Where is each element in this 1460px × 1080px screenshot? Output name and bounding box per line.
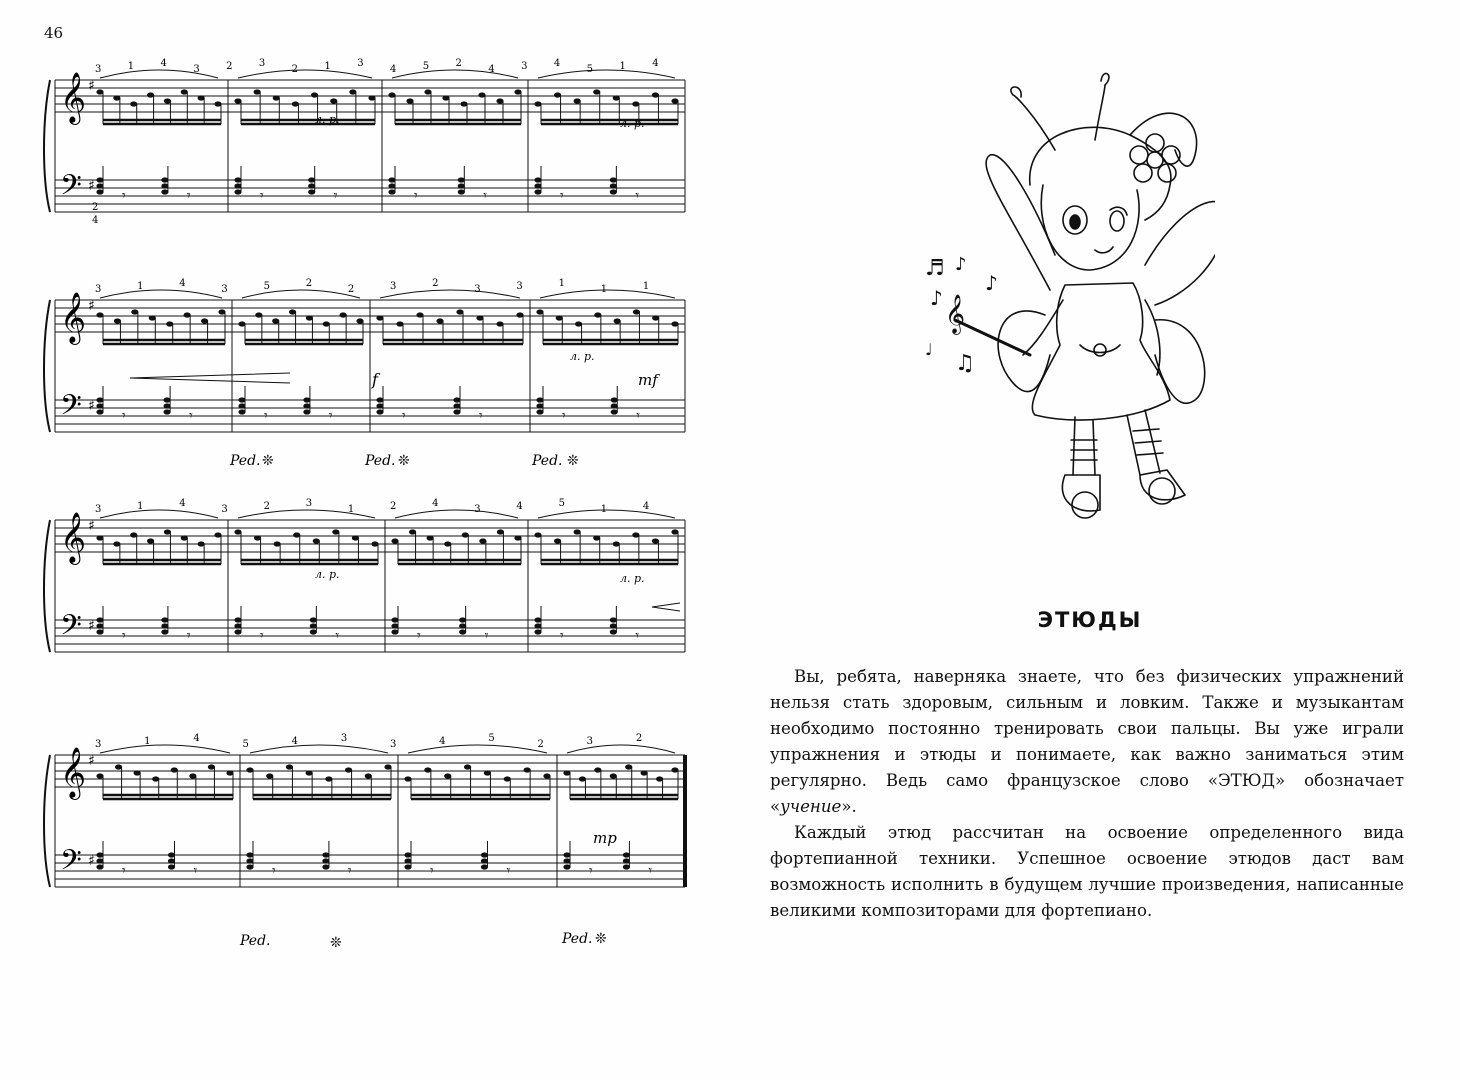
fingering-number: 4 xyxy=(488,64,495,75)
left-hand-marker: л. р. xyxy=(315,568,340,581)
rest-icon: 𝄾 xyxy=(193,863,198,879)
fingering-number: 3 xyxy=(221,284,228,295)
rest-icon: 𝄾 xyxy=(636,408,640,424)
rest-icon: 𝄾 xyxy=(635,188,640,204)
fingering-number: 3 xyxy=(305,498,313,509)
rest-icon: 𝄾 xyxy=(328,408,333,424)
fingering-number: 4 xyxy=(553,58,561,69)
svg-text:♪: ♪ xyxy=(955,254,967,275)
page-number: 46 xyxy=(44,24,64,42)
fingering-number: 4 xyxy=(160,58,167,69)
fingering-number: 1 xyxy=(144,736,151,747)
pedal-release-mark: ❊ xyxy=(330,935,342,951)
bass-clef-icon: 𝄢 xyxy=(60,609,82,649)
rest-icon: 𝄾 xyxy=(333,188,338,204)
fingering-number: 2 xyxy=(455,58,462,69)
fingering-number: 1 xyxy=(127,61,135,72)
key-signature-sharp: ♯ xyxy=(88,853,95,869)
fingering-number: 4 xyxy=(516,501,523,512)
pedal-release-mark: ❊ xyxy=(595,931,607,947)
key-signature-sharp: ♯ xyxy=(88,78,95,94)
pedal-mark: Ped. xyxy=(365,453,396,469)
key-signature-sharp: ♯ xyxy=(88,618,95,634)
fingering-number: 4 xyxy=(179,278,186,289)
fingering-number: 3 xyxy=(474,504,481,515)
rest-icon: 𝄾 xyxy=(589,863,593,879)
crescendo-hairpin xyxy=(130,373,290,383)
fingering-number: 1 xyxy=(600,284,608,295)
fingering-number: 4 xyxy=(439,736,446,747)
fingering-number: 2 xyxy=(305,278,313,289)
rest-icon: 𝄾 xyxy=(484,628,489,644)
crescendo-hairpin xyxy=(652,603,680,611)
paragraph-1 xyxy=(770,664,1404,820)
fingering-number: 4 xyxy=(390,64,397,75)
svg-text:♩: ♩ xyxy=(925,340,933,359)
rest-icon: 𝄾 xyxy=(560,188,564,204)
fingering-number: 3 xyxy=(390,281,397,292)
paragraph-1-emphasis: учение xyxy=(780,797,842,816)
fingering-number: 5 xyxy=(558,498,565,509)
fingering-number: 4 xyxy=(652,58,659,69)
score-system xyxy=(44,58,685,212)
fingering-number: 3 xyxy=(516,281,523,292)
fingering-number: 4 xyxy=(291,736,299,747)
svg-text:♬: ♬ xyxy=(925,256,945,281)
fingering-number: 3 xyxy=(521,61,528,72)
fingering-number: 1 xyxy=(558,278,565,289)
paragraph-1-text: Вы, ребята, наверняка знаете, что без физических упражнений нельзя стать здоровым, сильным и ловким. Также и музыкантам необходимо постоянно тренировать свои пальцы. Вы уже играли упражнения и этюды и понимаете, как важно заниматься этим регулярно. Ведь само французское слово «ЭТЮД» обозначает « xyxy=(770,667,1404,816)
rest-icon: 𝄾 xyxy=(186,628,191,644)
key-signature-sharp: ♯ xyxy=(88,753,95,769)
rest-icon: 𝄾 xyxy=(186,188,191,204)
rest-icon: 𝄾 xyxy=(417,628,421,644)
dynamic-forte: f xyxy=(372,370,378,389)
left-hand-marker: л. р. xyxy=(620,117,645,130)
bass-clef-icon: 𝄢 xyxy=(60,389,82,429)
fingering-number: 3 xyxy=(357,58,364,69)
fingering-number: 4 xyxy=(193,733,200,744)
music-score xyxy=(40,55,700,965)
rest-icon: 𝄾 xyxy=(122,628,126,644)
paragraph-2: Каждый этюд рассчитан на освоение определенного вида фортепианной техники. Успешное освоение этюдов даст вам возможность исполнить в будущем лучшие произведения, написанные великими композиторами для фортепиано. xyxy=(770,823,1404,920)
fingering-number: 3 xyxy=(390,739,397,750)
fingering-number: 1 xyxy=(600,504,608,515)
key-signature-sharp: ♯ xyxy=(88,398,95,414)
fingering-number: 5 xyxy=(263,281,270,292)
fingering-number: 2 xyxy=(347,284,355,295)
treble-clef-icon: 𝄞 xyxy=(60,512,87,563)
dynamic-mezzo-piano: mp xyxy=(593,829,617,847)
fingering-number: 1 xyxy=(642,281,650,292)
left-hand-marker: л. р. xyxy=(315,113,340,126)
fingering-number: 5 xyxy=(488,733,495,744)
fingering-number: 2 xyxy=(291,64,299,75)
fingering-number: 2 xyxy=(432,278,439,289)
score-system xyxy=(44,733,685,887)
fingering-number: 1 xyxy=(137,281,144,292)
rest-icon: 𝄾 xyxy=(483,188,488,204)
rest-icon: 𝄾 xyxy=(414,188,418,204)
rest-icon: 𝄾 xyxy=(635,628,640,644)
article-body xyxy=(770,664,1404,924)
key-signature-sharp: ♯ xyxy=(88,518,95,534)
rest-icon: 𝄾 xyxy=(562,408,566,424)
rest-icon: 𝄾 xyxy=(272,863,276,879)
fingering-number: 1 xyxy=(347,504,355,515)
rest-icon: 𝄾 xyxy=(122,188,126,204)
key-signature-sharp: ♯ xyxy=(88,178,95,194)
fingering-number: 3 xyxy=(586,736,594,747)
fingering-number: 5 xyxy=(422,61,430,72)
rest-icon: 𝄾 xyxy=(560,628,564,644)
fingering-number: 5 xyxy=(586,64,594,75)
rest-icon: 𝄾 xyxy=(189,408,193,424)
fingering-number: 2 xyxy=(263,501,270,512)
rest-icon: 𝄾 xyxy=(122,408,126,424)
rest-icon: 𝄾 xyxy=(260,188,264,204)
left-hand-marker: л. р. xyxy=(620,572,645,585)
rest-icon: 𝄾 xyxy=(479,408,483,424)
score-system xyxy=(44,498,685,652)
bass-clef-icon: 𝄢 xyxy=(60,169,82,209)
pedal-mark: Ped. xyxy=(230,453,261,469)
rest-icon: 𝄾 xyxy=(264,408,268,424)
fingering-number: 3 xyxy=(95,64,102,75)
rest-icon: 𝄾 xyxy=(260,628,264,644)
rest-icon: 𝄾 xyxy=(402,408,406,424)
treble-clef-icon: 𝄞 xyxy=(60,72,87,123)
dynamic-mezzo-forte: mf xyxy=(638,371,658,389)
fairy-illustration xyxy=(905,55,1215,555)
pedal-mark: Ped. xyxy=(240,933,271,949)
fingering-number: 3 xyxy=(193,64,200,75)
svg-text:♪: ♪ xyxy=(930,286,943,310)
bass-fingering: 2 xyxy=(92,202,99,213)
fingering-number: 4 xyxy=(432,498,439,509)
treble-clef-icon: 𝄞 xyxy=(60,292,87,343)
article-title: ЭТЮДЫ xyxy=(1037,608,1143,632)
svg-text:𝄞: 𝄞 xyxy=(945,294,966,334)
pedal-mark: Ped. xyxy=(532,453,563,469)
treble-clef-icon: 𝄞 xyxy=(60,747,87,798)
fingering-number: 2 xyxy=(390,501,397,512)
fingering-number: 3 xyxy=(95,284,102,295)
fingering-number: 2 xyxy=(226,61,233,72)
fingering-number: 3 xyxy=(95,739,102,750)
fingering-number: 1 xyxy=(137,501,144,512)
pedal-release-mark: ❊ xyxy=(567,453,579,469)
rest-icon: 𝄾 xyxy=(122,863,126,879)
fingering-number: 3 xyxy=(340,733,348,744)
fingering-number: 5 xyxy=(242,739,249,750)
fingering-number: 3 xyxy=(258,58,266,69)
rest-icon: 𝄾 xyxy=(648,863,653,879)
fingering-number: 3 xyxy=(474,284,481,295)
fingering-number: 1 xyxy=(324,61,331,72)
svg-text:♫: ♫ xyxy=(955,351,975,376)
pedal-release-mark: ❊ xyxy=(398,453,410,469)
rest-icon: 𝄾 xyxy=(347,863,352,879)
fingering-number: 2 xyxy=(635,733,643,744)
rest-icon: 𝄾 xyxy=(506,863,511,879)
rest-icon: 𝄾 xyxy=(335,628,340,644)
pedal-release-mark: ❊ xyxy=(262,453,274,469)
fingering-number: 3 xyxy=(95,504,102,515)
paragraph-1-end: ». xyxy=(841,797,857,816)
fingering-number: 4 xyxy=(642,501,650,512)
svg-text:♪: ♪ xyxy=(985,271,998,295)
fingering-number: 4 xyxy=(179,498,186,509)
fingering-number: 3 xyxy=(221,504,228,515)
bass-fingering: 4 xyxy=(92,215,99,226)
left-hand-marker: л. р. xyxy=(570,350,595,363)
bass-clef-icon: 𝄢 xyxy=(60,844,82,884)
key-signature-sharp: ♯ xyxy=(88,298,95,314)
fingering-number: 1 xyxy=(619,61,626,72)
rest-icon: 𝄾 xyxy=(430,863,434,879)
fingering-number: 2 xyxy=(537,739,544,750)
pedal-mark: Ped. xyxy=(562,931,593,947)
